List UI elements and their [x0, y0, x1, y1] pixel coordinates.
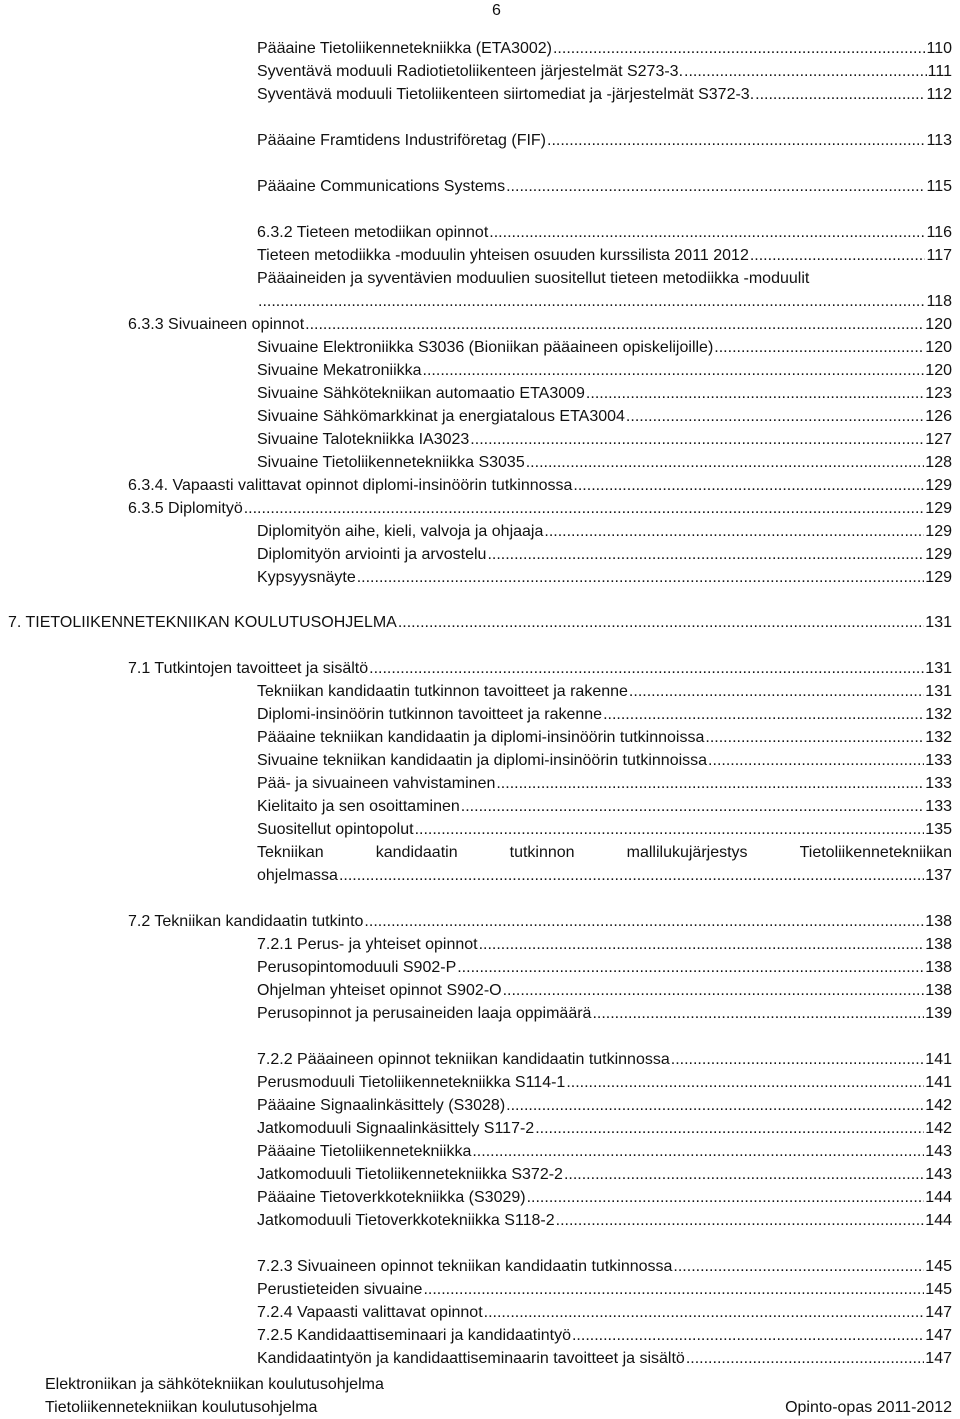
toc-entry-title: Tekniikan kandidaatin tutkinnon tavoitteet ja rakenne — [257, 683, 628, 700]
toc-entry[interactable] — [257, 1141, 952, 1162]
toc-entry-page: 143 — [925, 1166, 952, 1183]
toc-entry-page: 131 — [925, 683, 952, 700]
toc-entry-title: 7.2.2 Pääaineen opinnot tekniikan kandidaatin tutkinnossa — [257, 1051, 670, 1068]
toc-entry-page: 143 — [925, 1143, 952, 1160]
toc-leader-dots — [258, 291, 925, 312]
toc-leader-dots — [573, 475, 924, 496]
toc-entry-title: Syventävä moduuli Radiotietoliikenteen järjestelmät S273-3. — [257, 63, 684, 80]
toc-entry-title: Pääaine tekniikan kandidaatin ja diplomi-insinöörin tutkinnoissa — [257, 729, 705, 746]
toc-leader-dots — [755, 84, 925, 105]
toc-entry-page: 120 — [925, 339, 952, 356]
toc-entry[interactable] — [257, 934, 952, 955]
toc-leader-dots — [673, 1256, 924, 1277]
word: kandidaatin — [375, 844, 458, 861]
word: Tekniikan — [257, 844, 324, 861]
toc-entry[interactable] — [257, 819, 952, 840]
word: mallilukujärjestys — [626, 844, 748, 861]
toc-leader-dots — [461, 796, 925, 817]
toc-leader-dots — [506, 176, 925, 197]
toc-leader-dots — [553, 38, 926, 59]
toc-leader-dots — [423, 1279, 924, 1300]
toc-entry[interactable] — [257, 750, 952, 771]
toc-leader-dots — [526, 452, 925, 473]
toc-leader-dots — [566, 1072, 924, 1093]
toc-entry-page: 147 — [925, 1327, 952, 1344]
toc-entry-page: 133 — [925, 752, 952, 769]
toc-entry-title: Sivuaine Tietoliikennetekniikka S3035 — [257, 454, 525, 471]
toc-entry-page: 113 — [926, 132, 952, 149]
toc-entry-page: 138 — [925, 959, 952, 976]
toc-entry[interactable] — [257, 38, 952, 59]
toc-entry[interactable] — [257, 704, 952, 725]
toc-entry-page: 128 — [925, 454, 952, 471]
toc-entry-title: 6.3.3 Sivuaineen opinnot — [128, 316, 305, 333]
toc-entry-title: Diplomityön aihe, kieli, valvoja ja ohjaaja — [257, 523, 544, 540]
toc-entry[interactable] — [257, 1302, 952, 1323]
toc-leader-dots — [503, 980, 925, 1001]
toc-entry[interactable] — [128, 475, 952, 496]
toc-entry-page: 129 — [925, 477, 952, 494]
footer-programme-1: Elektroniikan ja sähkötekniikan koulutusohjelma — [45, 1376, 384, 1393]
toc-entry[interactable] — [257, 452, 952, 473]
toc-entry[interactable] — [8, 612, 952, 633]
toc-leader-dots — [586, 383, 924, 404]
toc-leader-dots — [592, 1003, 924, 1024]
toc-entry[interactable] — [257, 1164, 952, 1185]
toc-entry-title: Sivuaine tekniikan kandidaatin ja diplomi-insinöörin tutkinnoissa — [257, 752, 708, 769]
toc-entry-page: 120 — [925, 316, 952, 333]
toc-entry-title: Syventävä moduuli Tietoliikenteen siirtomediat ja -järjestelmät S372-3. — [257, 86, 755, 103]
toc-entry-page: 147 — [925, 1304, 952, 1321]
toc-entry[interactable] — [257, 291, 952, 312]
toc-entry[interactable] — [257, 1095, 952, 1116]
toc-leader-dots — [535, 1118, 924, 1139]
toc-entry-page: 145 — [925, 1281, 952, 1298]
toc-leader-dots — [527, 1187, 925, 1208]
toc-leader-dots — [750, 245, 926, 266]
toc-leader-dots — [415, 819, 925, 840]
word: Tietoliikennetekniikan — [799, 844, 952, 861]
toc-entry-title: Jatkomoduuli Tietoverkkotekniikka S118-2 — [257, 1212, 555, 1229]
toc-entry-page: 132 — [925, 706, 952, 723]
toc-leader-dots — [564, 1164, 924, 1185]
toc-entry-title: Sivuaine Sähkömarkkinat ja energiatalous ETA3004 — [257, 408, 625, 425]
toc-leader-dots — [684, 61, 927, 82]
toc-entry[interactable] — [128, 911, 952, 932]
toc-entry-page: 138 — [925, 936, 952, 953]
toc-entry[interactable] — [257, 337, 952, 358]
toc-entry-page: 138 — [925, 913, 952, 930]
toc-entry-title: Diplomityön arviointi ja arvostelu — [257, 546, 487, 563]
toc-leader-dots — [339, 865, 924, 886]
toc-entry-page: 142 — [925, 1097, 952, 1114]
toc-leader-dots — [714, 337, 924, 358]
footer-programme-2: Tietoliikennetekniikan koulutusohjelma — [45, 1399, 318, 1416]
toc-leader-dots — [506, 1095, 924, 1116]
toc-entry[interactable] — [257, 1325, 952, 1346]
toc-entry-title: Tieteen metodiikka -moduulin yhteisen osuuden kurssilista 2011 2012 — [257, 247, 749, 264]
toc-entry-title: Pääaine Tietoverkkotekniikka (S3029) — [257, 1189, 526, 1206]
toc-entry-page: 111 — [927, 63, 952, 80]
toc-entry-title: 7.2.3 Sivuaineen opinnot tekniikan kandidaatin tutkinnossa — [257, 1258, 673, 1275]
toc-entry-page: 110 — [926, 40, 952, 57]
toc-entry[interactable] — [257, 1072, 952, 1093]
toc-entry-page: 115 — [926, 178, 952, 195]
toc-entry[interactable] — [257, 521, 952, 542]
toc-entry-title: Sivuaine Sähkötekniikan automaatio ETA3009 — [257, 385, 585, 402]
toc-entry-title: 7.1 Tutkintojen tavoitteet ja sisältö — [128, 660, 369, 677]
toc-entry[interactable] — [128, 314, 952, 335]
toc-entry-page: 135 — [925, 821, 952, 838]
toc-entry-page: 147 — [925, 1350, 952, 1367]
toc-leader-dots — [479, 934, 925, 955]
toc-entry-page: 133 — [925, 798, 952, 815]
toc-entry-page: 144 — [925, 1189, 952, 1206]
toc-leader-dots — [423, 360, 925, 381]
toc-entry-page: 141 — [925, 1051, 952, 1068]
toc-leader-dots — [484, 1302, 925, 1323]
toc-entry-title: Kandidaatintyön ja kandidaattiseminaarin tavoitteet ja sisältö — [257, 1350, 685, 1367]
toc-entry[interactable] — [257, 1348, 952, 1369]
toc-entry-title: 7.2 Tekniikan kandidaatin tutkinto — [128, 913, 364, 930]
toc-entry-title: Jatkomoduuli Signaalinkäsittely S117-2 — [257, 1120, 535, 1137]
toc-entry-title: Perusmoduuli Tietoliikennetekniikka S114-1 — [257, 1074, 566, 1091]
toc-entry[interactable] — [257, 222, 952, 243]
toc-entry-title: Pää- ja sivuaineen vahvistaminen — [257, 775, 496, 792]
toc-entry-page: 131 — [925, 660, 952, 677]
toc-leader-dots — [626, 406, 924, 427]
toc-entry[interactable] — [257, 796, 952, 817]
toc-entry-page: 129 — [925, 523, 952, 540]
toc-entry-page: 123 — [925, 385, 952, 402]
toc-entry-page: 116 — [926, 224, 952, 241]
toc-entry-page: 137 — [925, 867, 952, 884]
toc-entry-title: Sivuaine Talotekniikka IA3023 — [257, 431, 470, 448]
toc-entry-title: Perusopintomoduuli S902-P — [257, 959, 457, 976]
toc-entry-title-wrapped: Pääaineiden ja syventävien moduulien suositellut tieteen metodiikka -moduulit — [257, 270, 810, 287]
toc-entry-page: 144 — [925, 1212, 952, 1229]
toc-leader-dots — [556, 1210, 925, 1231]
toc-entry-title: 7. TIETOLIIKENNETEKNIIKAN KOULUTUSOHJELMA — [8, 614, 397, 631]
toc-entry[interactable] — [257, 1049, 952, 1070]
toc-entry-title: Jatkomoduuli Tietoliikennetekniikka S372-2 — [257, 1166, 563, 1183]
toc-entry-page: 127 — [925, 431, 952, 448]
toc-entry[interactable] — [257, 130, 952, 151]
toc-entry-page: 141 — [925, 1074, 952, 1091]
toc-leader-dots — [487, 544, 924, 565]
toc-leader-dots — [708, 750, 924, 771]
toc-entry[interactable] — [257, 1187, 952, 1208]
toc-entry[interactable] — [257, 567, 952, 588]
toc-entry-title: 6.3.4. Vapaasti valittavat opinnot diplomi-insinöörin tutkinnossa — [128, 477, 573, 494]
toc-entry[interactable] — [257, 727, 952, 748]
toc-entry-title: Pääaine Signaalinkäsittely (S3028) — [257, 1097, 506, 1114]
toc-entry[interactable] — [257, 84, 952, 105]
toc-entry-page: 117 — [926, 247, 952, 264]
toc-entry-title: Sivuaine Mekatroniikka — [257, 362, 422, 379]
toc-leader-dots — [369, 658, 924, 679]
toc-entry[interactable] — [257, 681, 952, 702]
toc-entry-title: 6.3.5 Diplomityö — [128, 500, 243, 517]
toc-leader-dots — [244, 498, 925, 519]
toc-leader-dots — [357, 567, 925, 588]
toc-leader-dots — [489, 222, 925, 243]
toc-entry-title: Pääaine Tietoliikennetekniikka — [257, 1143, 472, 1160]
toc-entry-title: 7.2.1 Perus- ja yhteiset opinnot — [257, 936, 478, 953]
toc-entry-page: 131 — [925, 614, 952, 631]
toc-entry-title: Sivuaine Elektroniikka S3036 (Bioniikan pääaineen opiskelijoille) — [257, 339, 714, 356]
toc-entry[interactable] — [257, 1256, 952, 1277]
toc-entry[interactable] — [257, 773, 952, 794]
toc-leader-dots — [364, 911, 924, 932]
toc-leader-dots — [470, 429, 924, 450]
toc-entry-page: 132 — [925, 729, 952, 746]
toc-leader-dots — [572, 1325, 924, 1346]
toc-entry-title: Pääaine Tietoliikennetekniikka (ETA3002) — [257, 40, 552, 57]
toc-entry-page: 129 — [925, 569, 952, 586]
toc-leader-dots — [457, 957, 924, 978]
toc-entry-page: 142 — [925, 1120, 952, 1137]
toc-entry-title: Perusopinnot ja perusaineiden laaja oppimäärä — [257, 1005, 592, 1022]
toc-entry[interactable] — [257, 245, 952, 266]
toc-entry-page: 112 — [926, 86, 952, 103]
toc-entry-title: 7.2.5 Kandidaattiseminaari ja kandidaatintyö — [257, 1327, 571, 1344]
toc-entry-page: 129 — [925, 500, 952, 517]
toc-leader-dots — [671, 1049, 925, 1070]
toc-entry[interactable] — [128, 498, 952, 519]
toc-leader-dots — [629, 681, 924, 702]
toc-entry[interactable] — [257, 176, 952, 197]
toc-entry[interactable] — [257, 406, 952, 427]
toc-entry[interactable] — [257, 383, 952, 404]
toc-entry-page: 120 — [925, 362, 952, 379]
toc-leader-dots — [705, 727, 924, 748]
toc-entry[interactable] — [257, 1279, 952, 1300]
toc-leader-dots — [472, 1141, 924, 1162]
toc-entry-title-justified — [257, 842, 952, 863]
toc-entry-page: 133 — [925, 775, 952, 792]
toc-entry-title: Suositellut opintopolut — [257, 821, 414, 838]
toc-entry-title: ohjelmassa — [257, 867, 338, 884]
toc-leader-dots — [305, 314, 924, 335]
toc-entry[interactable] — [257, 360, 952, 381]
toc-entry-title: 6.3.2 Tieteen metodiikan opinnot — [257, 224, 489, 241]
toc-leader-dots — [547, 130, 925, 151]
toc-entry[interactable] — [257, 1118, 952, 1139]
toc-entry-page: 126 — [925, 408, 952, 425]
toc-entry-title: Perustieteiden sivuaine — [257, 1281, 423, 1298]
toc-entry-title: Pääaine Framtidens Industriföretag (FIF) — [257, 132, 547, 149]
toc-entry-page: 145 — [925, 1258, 952, 1275]
toc-entry[interactable] — [257, 1003, 952, 1024]
toc-entry[interactable] — [257, 865, 952, 886]
toc-entry-page: 129 — [925, 546, 952, 563]
toc-entry-page: 138 — [925, 982, 952, 999]
toc-entry[interactable] — [257, 61, 952, 82]
toc-entry[interactable] — [257, 429, 952, 450]
toc-entry-title: Kielitaito ja sen osoittaminen — [257, 798, 460, 815]
toc-entry[interactable] — [128, 658, 952, 679]
toc-leader-dots — [544, 521, 924, 542]
toc-entry[interactable] — [257, 957, 952, 978]
toc-entry-title: Diplomi-insinöörin tutkinnon tavoitteet ja rakenne — [257, 706, 603, 723]
toc-entry-title: Kypsyysnäyte — [257, 569, 356, 586]
toc-leader-dots — [496, 773, 924, 794]
toc-entry-title: 7.2.4 Vapaasti valittavat opinnot — [257, 1304, 483, 1321]
word: tutkinnon — [509, 844, 575, 861]
toc-entry[interactable] — [257, 544, 952, 565]
toc-entry-title: Ohjelman yhteiset opinnot S902-O — [257, 982, 502, 999]
toc-leader-dots — [398, 612, 924, 633]
toc-leader-dots — [603, 704, 924, 725]
toc-leader-dots — [686, 1348, 924, 1369]
footer-guide-year: Opinto-opas 2011-2012 — [785, 1399, 952, 1416]
toc-entry[interactable] — [257, 1210, 952, 1231]
page-number: 6 — [492, 2, 501, 19]
toc-entry-page: 118 — [926, 293, 952, 310]
toc-entry-page: 139 — [925, 1005, 952, 1022]
toc-entry-title: Pääaine Communications Systems — [257, 178, 506, 195]
toc-entry[interactable] — [257, 980, 952, 1001]
